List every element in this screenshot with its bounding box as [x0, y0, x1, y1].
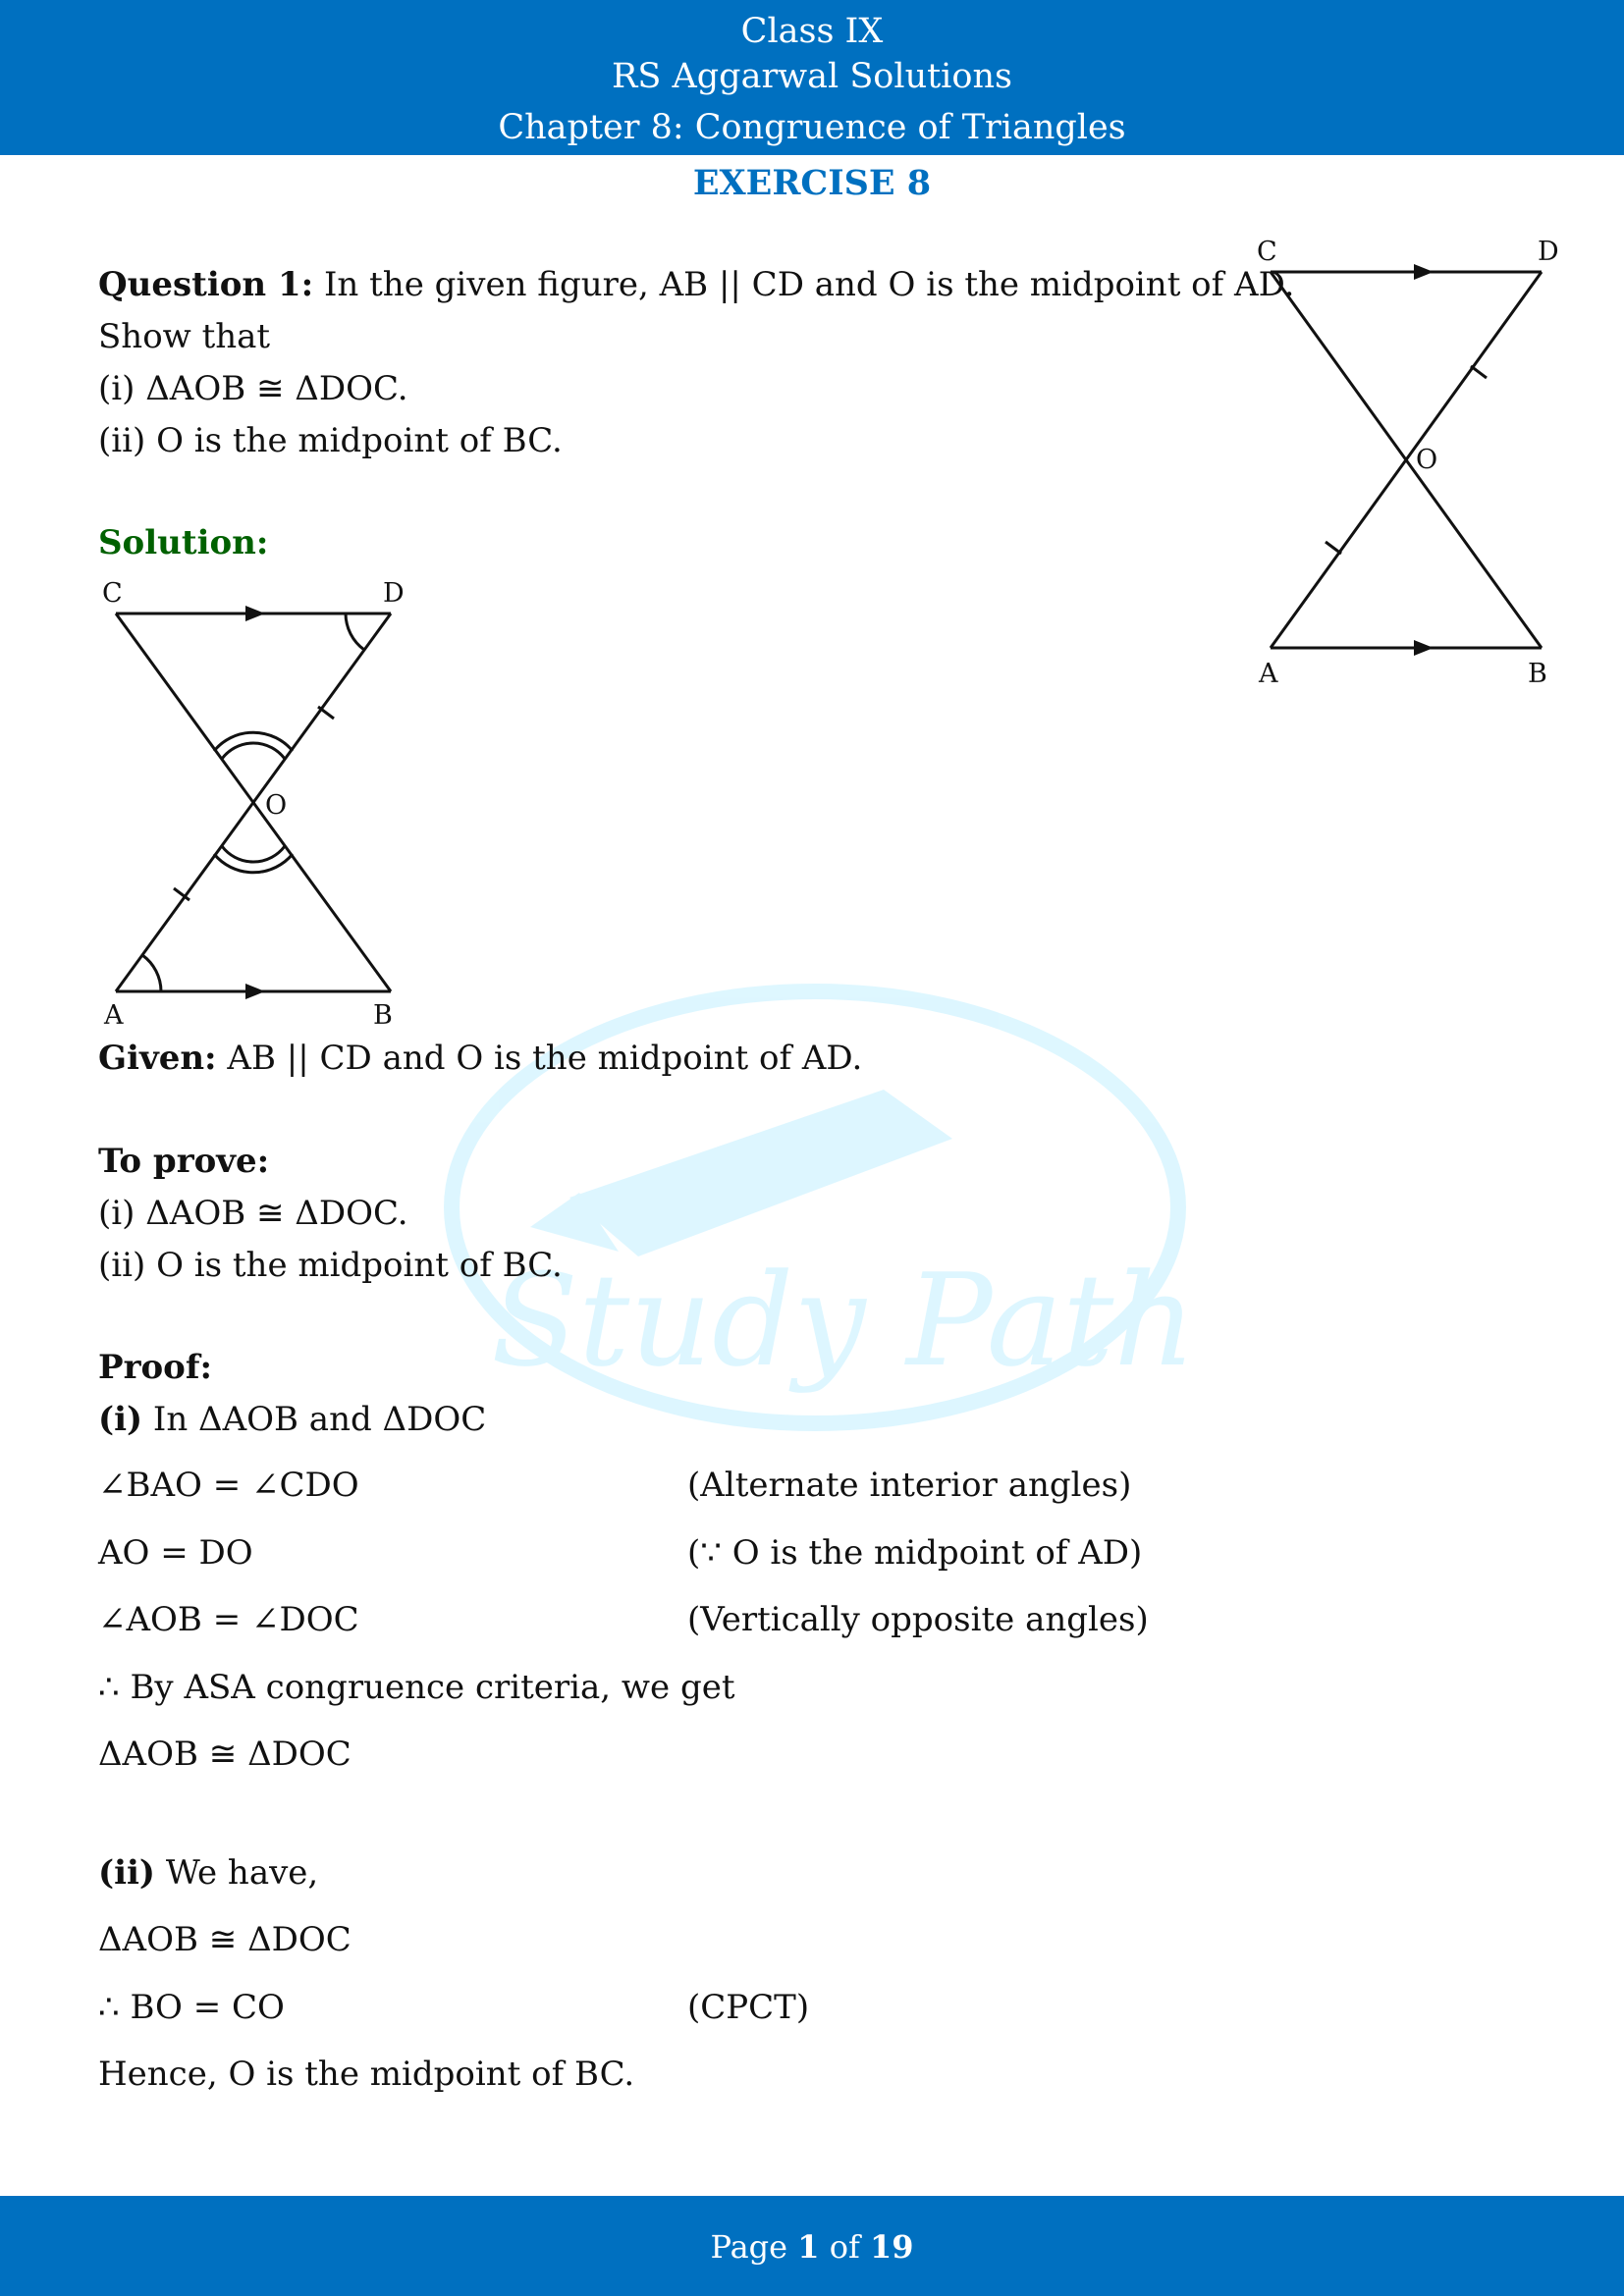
to-prove-label — [98, 1142, 269, 1181]
proof-label-text: Proof: — [98, 1348, 213, 1387]
page-total: 19 — [869, 2228, 914, 2266]
header-book: RS Aggarwal Solutions — [612, 57, 1012, 96]
page-of: of — [819, 2228, 870, 2266]
proof-step-2-stmt: AO = DO — [98, 1533, 253, 1573]
proof-part-i-text: In ΔAOB and ΔDOC — [142, 1400, 487, 1439]
proof-step-1-stmt: ∠BAO = ∠CDO — [98, 1466, 359, 1505]
proof-part-ii-text: We have, — [155, 1853, 319, 1893]
solution-figure — [98, 574, 422, 1031]
given-label: Given: — [98, 1039, 217, 1078]
proof-therefore-i: ∴ By ASA congruence criteria, we get — [98, 1668, 735, 1707]
question-line-1 — [98, 265, 1294, 304]
given-line — [98, 1039, 862, 1078]
sol-fig-label-o: O — [265, 790, 288, 821]
fig-label-c: C — [1257, 237, 1277, 267]
proof-part-i-label: (i) — [98, 1400, 143, 1439]
proof-part-ii-line — [98, 1853, 318, 1893]
sol-fig-label-a: A — [104, 1000, 124, 1031]
proof-conclusion-i: ΔAOB ≅ ΔDOC — [98, 1735, 352, 1774]
fig-label-o: O — [1416, 445, 1438, 475]
proof-ii-reason-2: (CPCT) — [687, 1988, 810, 2027]
sol-fig-label-d: D — [383, 578, 405, 609]
sol-fig-label-c: C — [102, 578, 123, 609]
page-current: 1 — [797, 2228, 820, 2266]
proof-label — [98, 1348, 212, 1387]
proof-step-3-stmt: ∠AOB = ∠DOC — [98, 1600, 359, 1639]
proof-step-2-reason: (∵ O is the midpoint of AD) — [687, 1533, 1143, 1573]
fig-label-b: B — [1528, 659, 1547, 689]
exercise-title: EXERCISE 8 — [692, 163, 932, 203]
proof-part-ii-label: (ii) — [98, 1853, 156, 1893]
question-figure — [1247, 231, 1581, 692]
proof-part-i-line — [98, 1400, 486, 1439]
proof-step-1-reason: (Alternate interior angles) — [687, 1466, 1132, 1505]
to-prove-part-2: (ii) O is the midpoint of BC. — [98, 1246, 563, 1285]
given-text: AB || CD and O is the midpoint of AD. — [216, 1039, 863, 1078]
question-part-1: (i) ΔAOB ≅ ΔDOC. — [98, 369, 408, 408]
page-prefix: Page — [710, 2228, 798, 2266]
fig-label-d: D — [1538, 237, 1559, 267]
proof-step-3-reason: (Vertically opposite angles) — [687, 1600, 1149, 1639]
watermark-text: Study Path — [491, 1246, 1197, 1395]
page-header — [0, 0, 1624, 155]
question-show-that: Show that — [98, 317, 271, 356]
proof-conclusion-ii: Hence, O is the midpoint of BC. — [98, 2055, 635, 2094]
proof-ii-stmt-1: ΔAOB ≅ ΔDOC — [98, 1920, 352, 1959]
header-chapter: Chapter 8: Congruence of Triangles — [498, 108, 1126, 147]
sol-fig-label-b: B — [373, 1000, 393, 1031]
fig-label-a: A — [1259, 659, 1278, 689]
solution-label: Solution: — [98, 523, 269, 562]
proof-ii-stmt-2: ∴ BO = CO — [98, 1988, 285, 2027]
to-prove-label-text: To prove: — [98, 1142, 270, 1181]
to-prove-part-1: (i) ΔAOB ≅ ΔDOC. — [98, 1194, 408, 1233]
header-class: Class IX — [740, 12, 884, 51]
question-part-2: (ii) O is the midpoint of BC. — [98, 421, 563, 460]
page-footer — [0, 2196, 1624, 2296]
page-number — [0, 2227, 1624, 2267]
question-text-1: In the given figure, AB || CD and O is the midpoint of AD. — [313, 265, 1295, 304]
question-label: Question 1: — [98, 265, 314, 304]
